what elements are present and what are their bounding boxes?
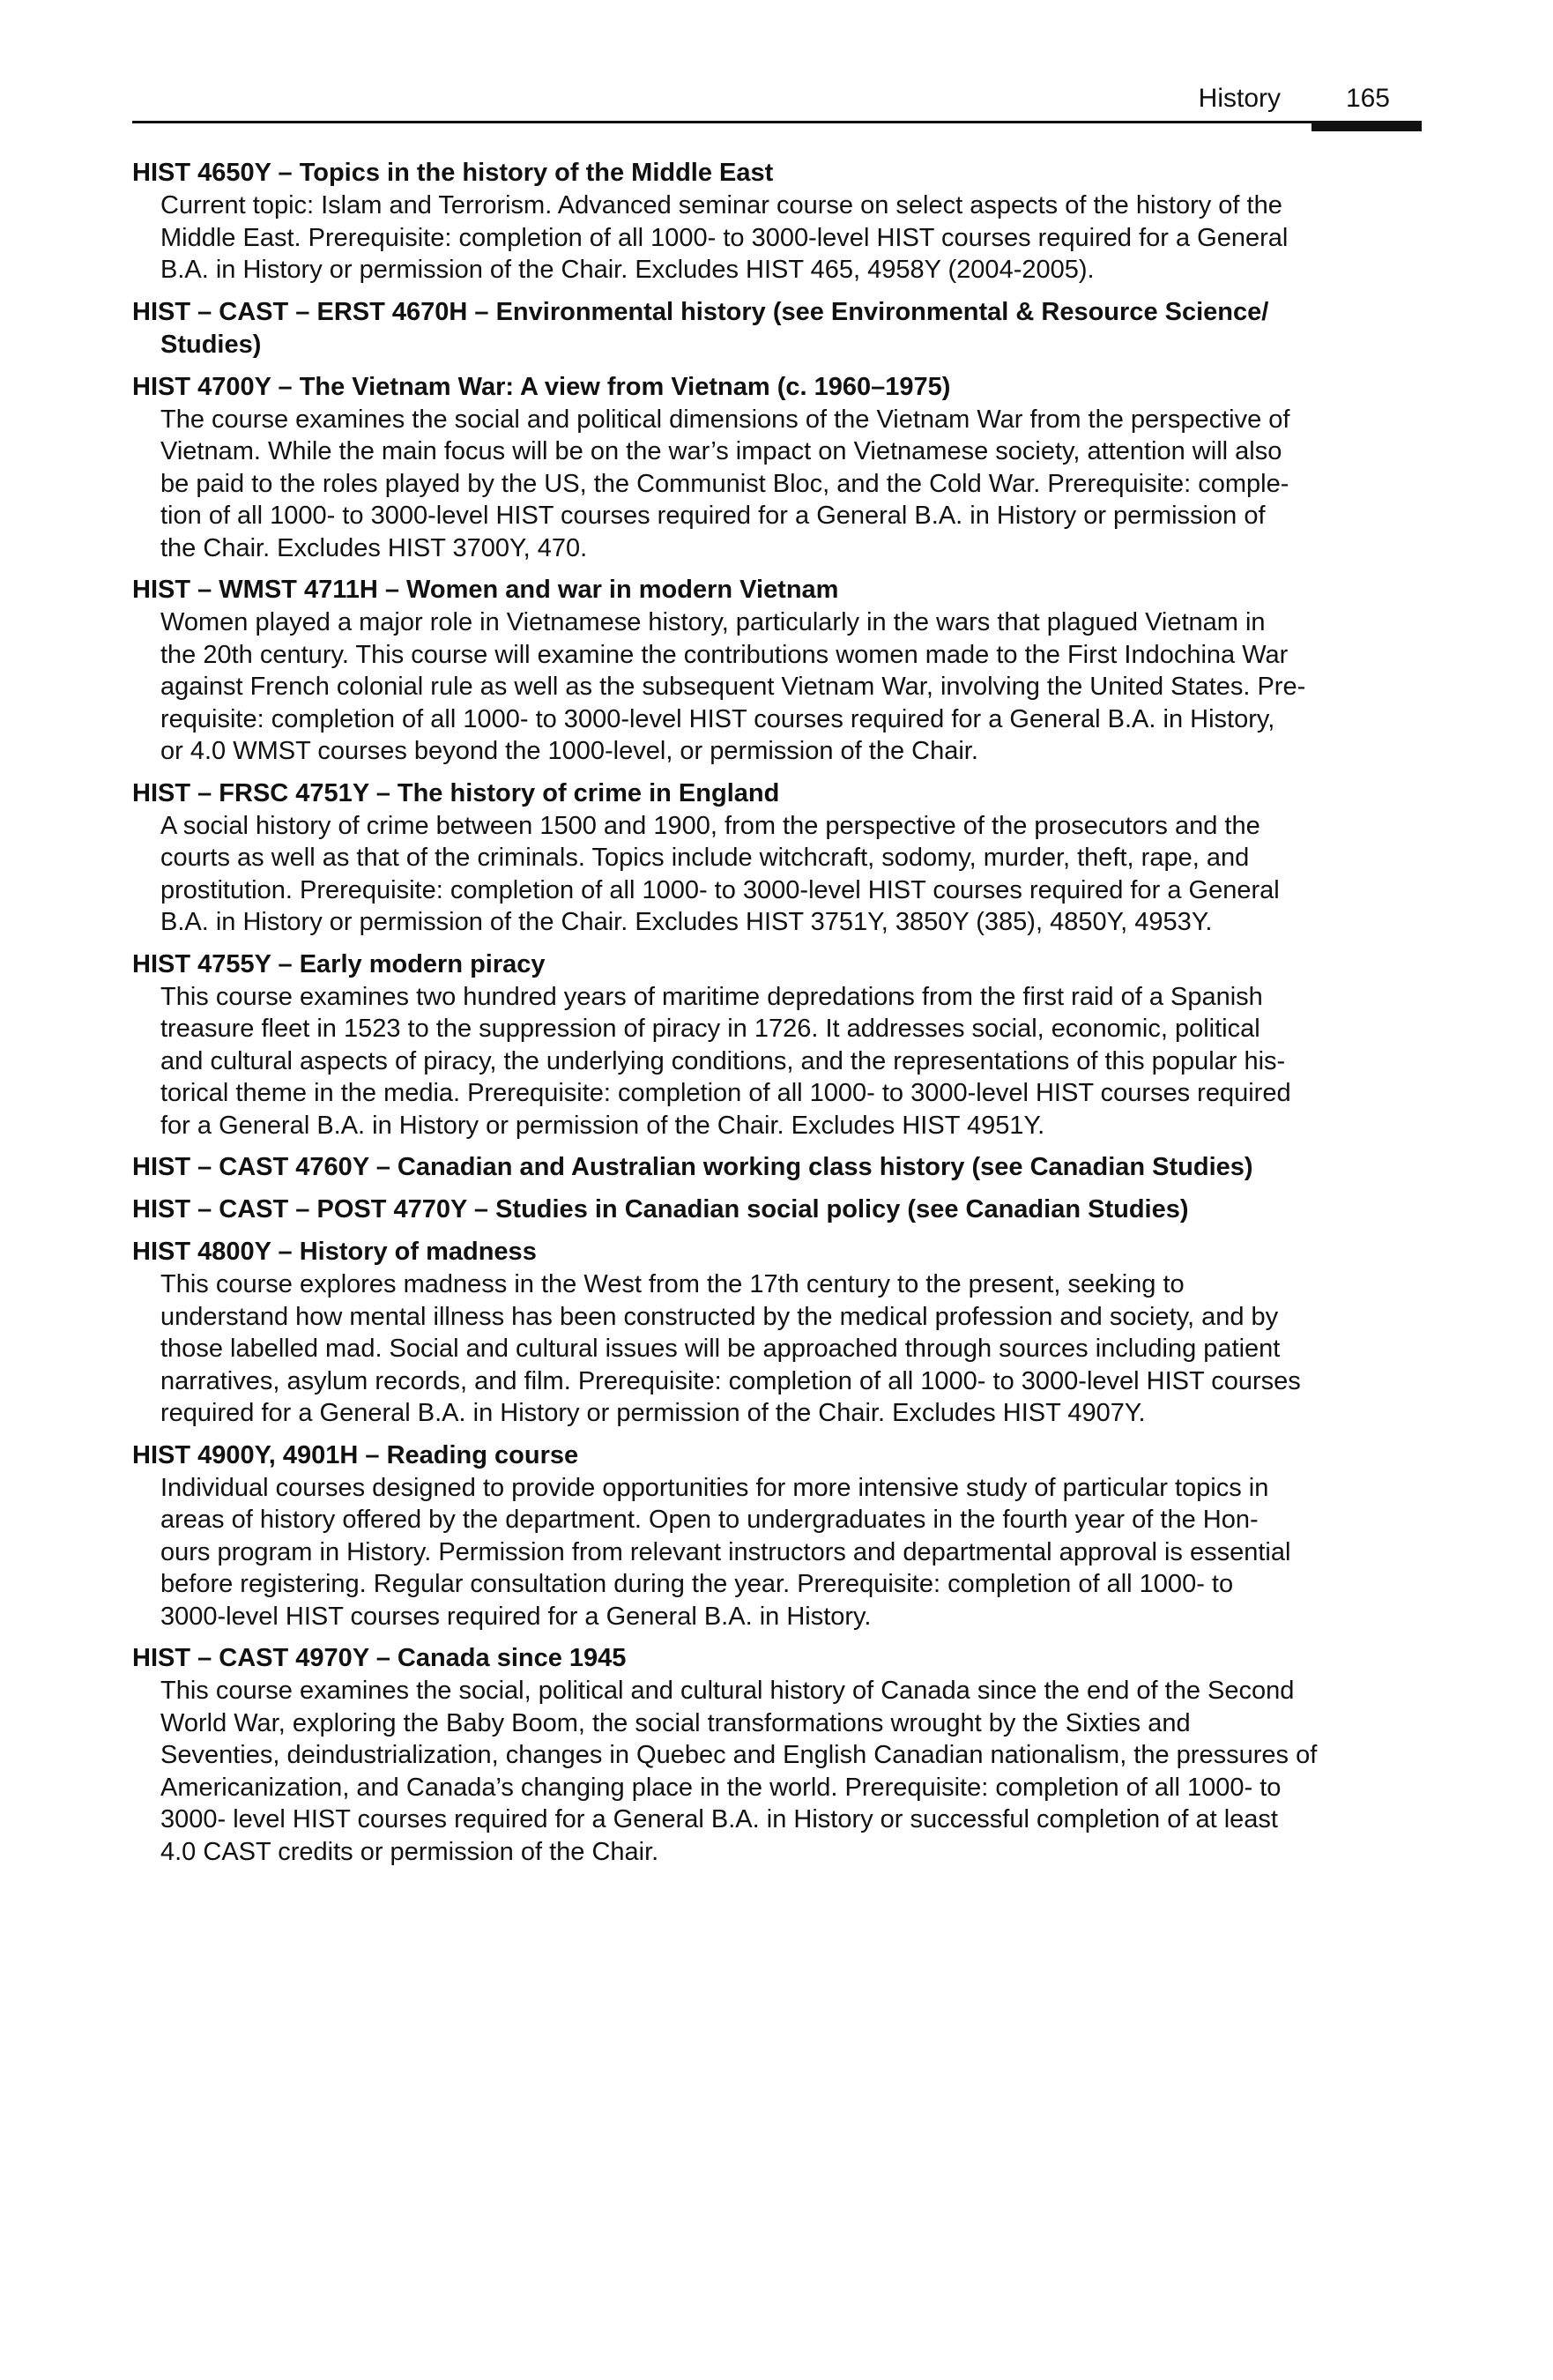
course-description-line: This course explores madness in the West from the 17th century to the present, seeking to	[160, 1270, 1185, 1298]
course-description-line: This course examines two hundred years of maritime depredations from the first raid of a Spanish	[160, 982, 1263, 1011]
course-description-line: Women played a major role in Vietnamese history, particularly in the wars that plagued Vietnam in	[160, 608, 1266, 636]
course-description-line: prostitution. Prerequisite: completion of all 1000- to 3000-level HIST courses required for a General	[160, 875, 1280, 904]
course-description-line: Americanization, and Canada’s changing place in the world. Prerequisite: completion of all 1000- to	[160, 1773, 1282, 1802]
course-description-line: torical theme in the media. Prerequisite: completion of all 1000- to 3000-level HIST courses required	[160, 1079, 1291, 1107]
course-entry	[132, 1236, 1422, 1430]
course-description-line: This course examines the social, political and cultural history of Canada since the end of the Second	[160, 1677, 1295, 1705]
course-description-line: 3000- level HIST courses required for a General B.A. in History or successful completion of at least	[160, 1805, 1278, 1833]
header-tab-bar	[1312, 121, 1422, 131]
course-description-line: A social history of crime between 1500 and 1900, from the perspective of the prosecutors and the	[160, 811, 1260, 840]
course-description-line: for a General B.A. in History or permission of the Chair. Excludes HIST 4951Y.	[160, 1111, 1045, 1140]
course-description-line: 3000-level HIST courses required for a General B.A. in History.	[160, 1602, 872, 1631]
course-description-line: Middle East. Prerequisite: completion of all 1000- to 3000-level HIST courses required for a General	[160, 223, 1289, 252]
course-entry	[132, 371, 1422, 565]
course-description-line: Individual courses designed to provide opportunities for more intensive study of particular topics in	[160, 1473, 1269, 1502]
page-number: 165	[1345, 84, 1390, 113]
course-description-line: narratives, asylum records, and film. Prerequisite: completion of all 1000- to 3000-level HIST courses	[160, 1366, 1301, 1395]
course-description-line: the Chair. Excludes HIST 3700Y, 470.	[160, 533, 588, 562]
course-title: HIST – CAST 4970Y – Canada since 1945	[132, 1644, 627, 1672]
course-description-line: the 20th century. This course will examine the contributions women made to the First Indochina War	[160, 640, 1289, 669]
section-title: History	[1198, 84, 1281, 113]
course-entry	[132, 296, 1422, 361]
course-entry	[132, 948, 1422, 1142]
course-title: HIST – WMST 4711H – Women and war in modern Vietnam	[132, 576, 839, 604]
course-title: HIST – CAST – ERST 4670H – Environmental history (see Environmental & Resource Science/	[132, 297, 1269, 326]
course-description-line: before registering. Regular consultation during the year. Prerequisite: completion of all 1000- to	[160, 1570, 1234, 1598]
course-description-line: The course examines the social and political dimensions of the Vietnam War from the perspective of	[160, 405, 1290, 434]
header-rule	[132, 121, 1422, 123]
course-title: HIST 4900Y, 4901H – Reading course	[132, 1440, 579, 1469]
course-title: HIST 4700Y – The Vietnam War: A view from Vietnam (c. 1960–1975)	[132, 372, 951, 401]
course-description-line: treasure fleet in 1523 to the suppression of piracy in 1726. It addresses social, economic, political	[160, 1015, 1260, 1043]
course-description-line: B.A. in History or permission of the Chair. Excludes HIST 3751Y, 3850Y (385), 4850Y, 4953Y.	[160, 908, 1213, 936]
course-entry	[132, 1194, 1422, 1226]
course-entry	[132, 1642, 1422, 1868]
course-description-line: courts as well as that of the criminals. Topics include witchcraft, sodomy, murder, theft, rape, and	[160, 844, 1250, 872]
course-title: HIST 4800Y – History of madness	[132, 1238, 537, 1266]
course-entry	[132, 1151, 1422, 1184]
course-title: HIST – CAST 4760Y – Canadian and Australian working class history (see Canadian Studies)	[132, 1153, 1253, 1181]
course-entry	[132, 1439, 1422, 1633]
course-description-line: and cultural aspects of piracy, the underlying conditions, and the representations of this popular his-	[160, 1046, 1286, 1075]
course-description-line: Vietnam. While the main focus will be on the war’s impact on Vietnamese society, attention will also	[160, 437, 1282, 465]
course-description-line: tion of all 1000- to 3000-level HIST courses required for a General B.A. in History or permission of	[160, 502, 1266, 530]
course-title: HIST 4650Y – Topics in the history of the Middle East	[132, 159, 774, 187]
course-description-line: required for a General B.A. in History or permission of the Chair. Excludes HIST 4907Y.	[160, 1399, 1146, 1427]
course-description-line: against French colonial rule as well as the subsequent Vietnam War, involving the United States. Pre-	[160, 673, 1306, 701]
course-description-line: or 4.0 WMST courses beyond the 1000-level, or permission of the Chair.	[160, 737, 978, 765]
course-description-line: B.A. in History or permission of the Chair. Excludes HIST 465, 4958Y (2004-2005).	[160, 256, 1095, 284]
course-description-line: Current topic: Islam and Terrorism. Advanced seminar course on select aspects of the history of the	[160, 191, 1282, 219]
course-title: HIST – FRSC 4751Y – The history of crime in England	[132, 778, 780, 807]
course-title: HIST 4755Y – Early modern piracy	[132, 949, 546, 978]
course-description-line: Seventies, deindustrialization, changes in Quebec and English Canadian nationalism, the pressures of	[160, 1741, 1318, 1769]
course-entry	[132, 777, 1422, 939]
course-description-line: ours program in History. Permission from relevant instructors and departmental approval is essential	[160, 1537, 1291, 1566]
course-listing	[132, 157, 1422, 1878]
course-description-line: World War, exploring the Baby Boom, the social transformations wrought by the Sixties and	[160, 1708, 1191, 1737]
course-description-line: 4.0 CAST credits or permission of the Chair.	[160, 1837, 659, 1866]
running-header	[132, 78, 1422, 123]
course-description-line: those labelled mad. Social and cultural issues will be approached through sources including patient	[160, 1335, 1281, 1363]
course-entry	[132, 157, 1422, 286]
course-entry	[132, 574, 1422, 768]
course-description-line: requisite: completion of all 1000- to 3000-level HIST courses required for a General B.A. in History,	[160, 704, 1275, 733]
course-title-continued: Studies)	[160, 330, 262, 359]
course-description-line: understand how mental illness has been constructed by the medical profession and society, and by	[160, 1302, 1279, 1331]
course-description-line: areas of history offered by the department. Open to undergraduates in the fourth year of the Hon-	[160, 1506, 1259, 1534]
course-title: HIST – CAST – POST 4770Y – Studies in Canadian social policy (see Canadian Studies)	[132, 1195, 1189, 1223]
course-description-line: be paid to the roles played by the US, the Communist Bloc, and the Cold War. Prerequisite: comple-	[160, 469, 1289, 498]
